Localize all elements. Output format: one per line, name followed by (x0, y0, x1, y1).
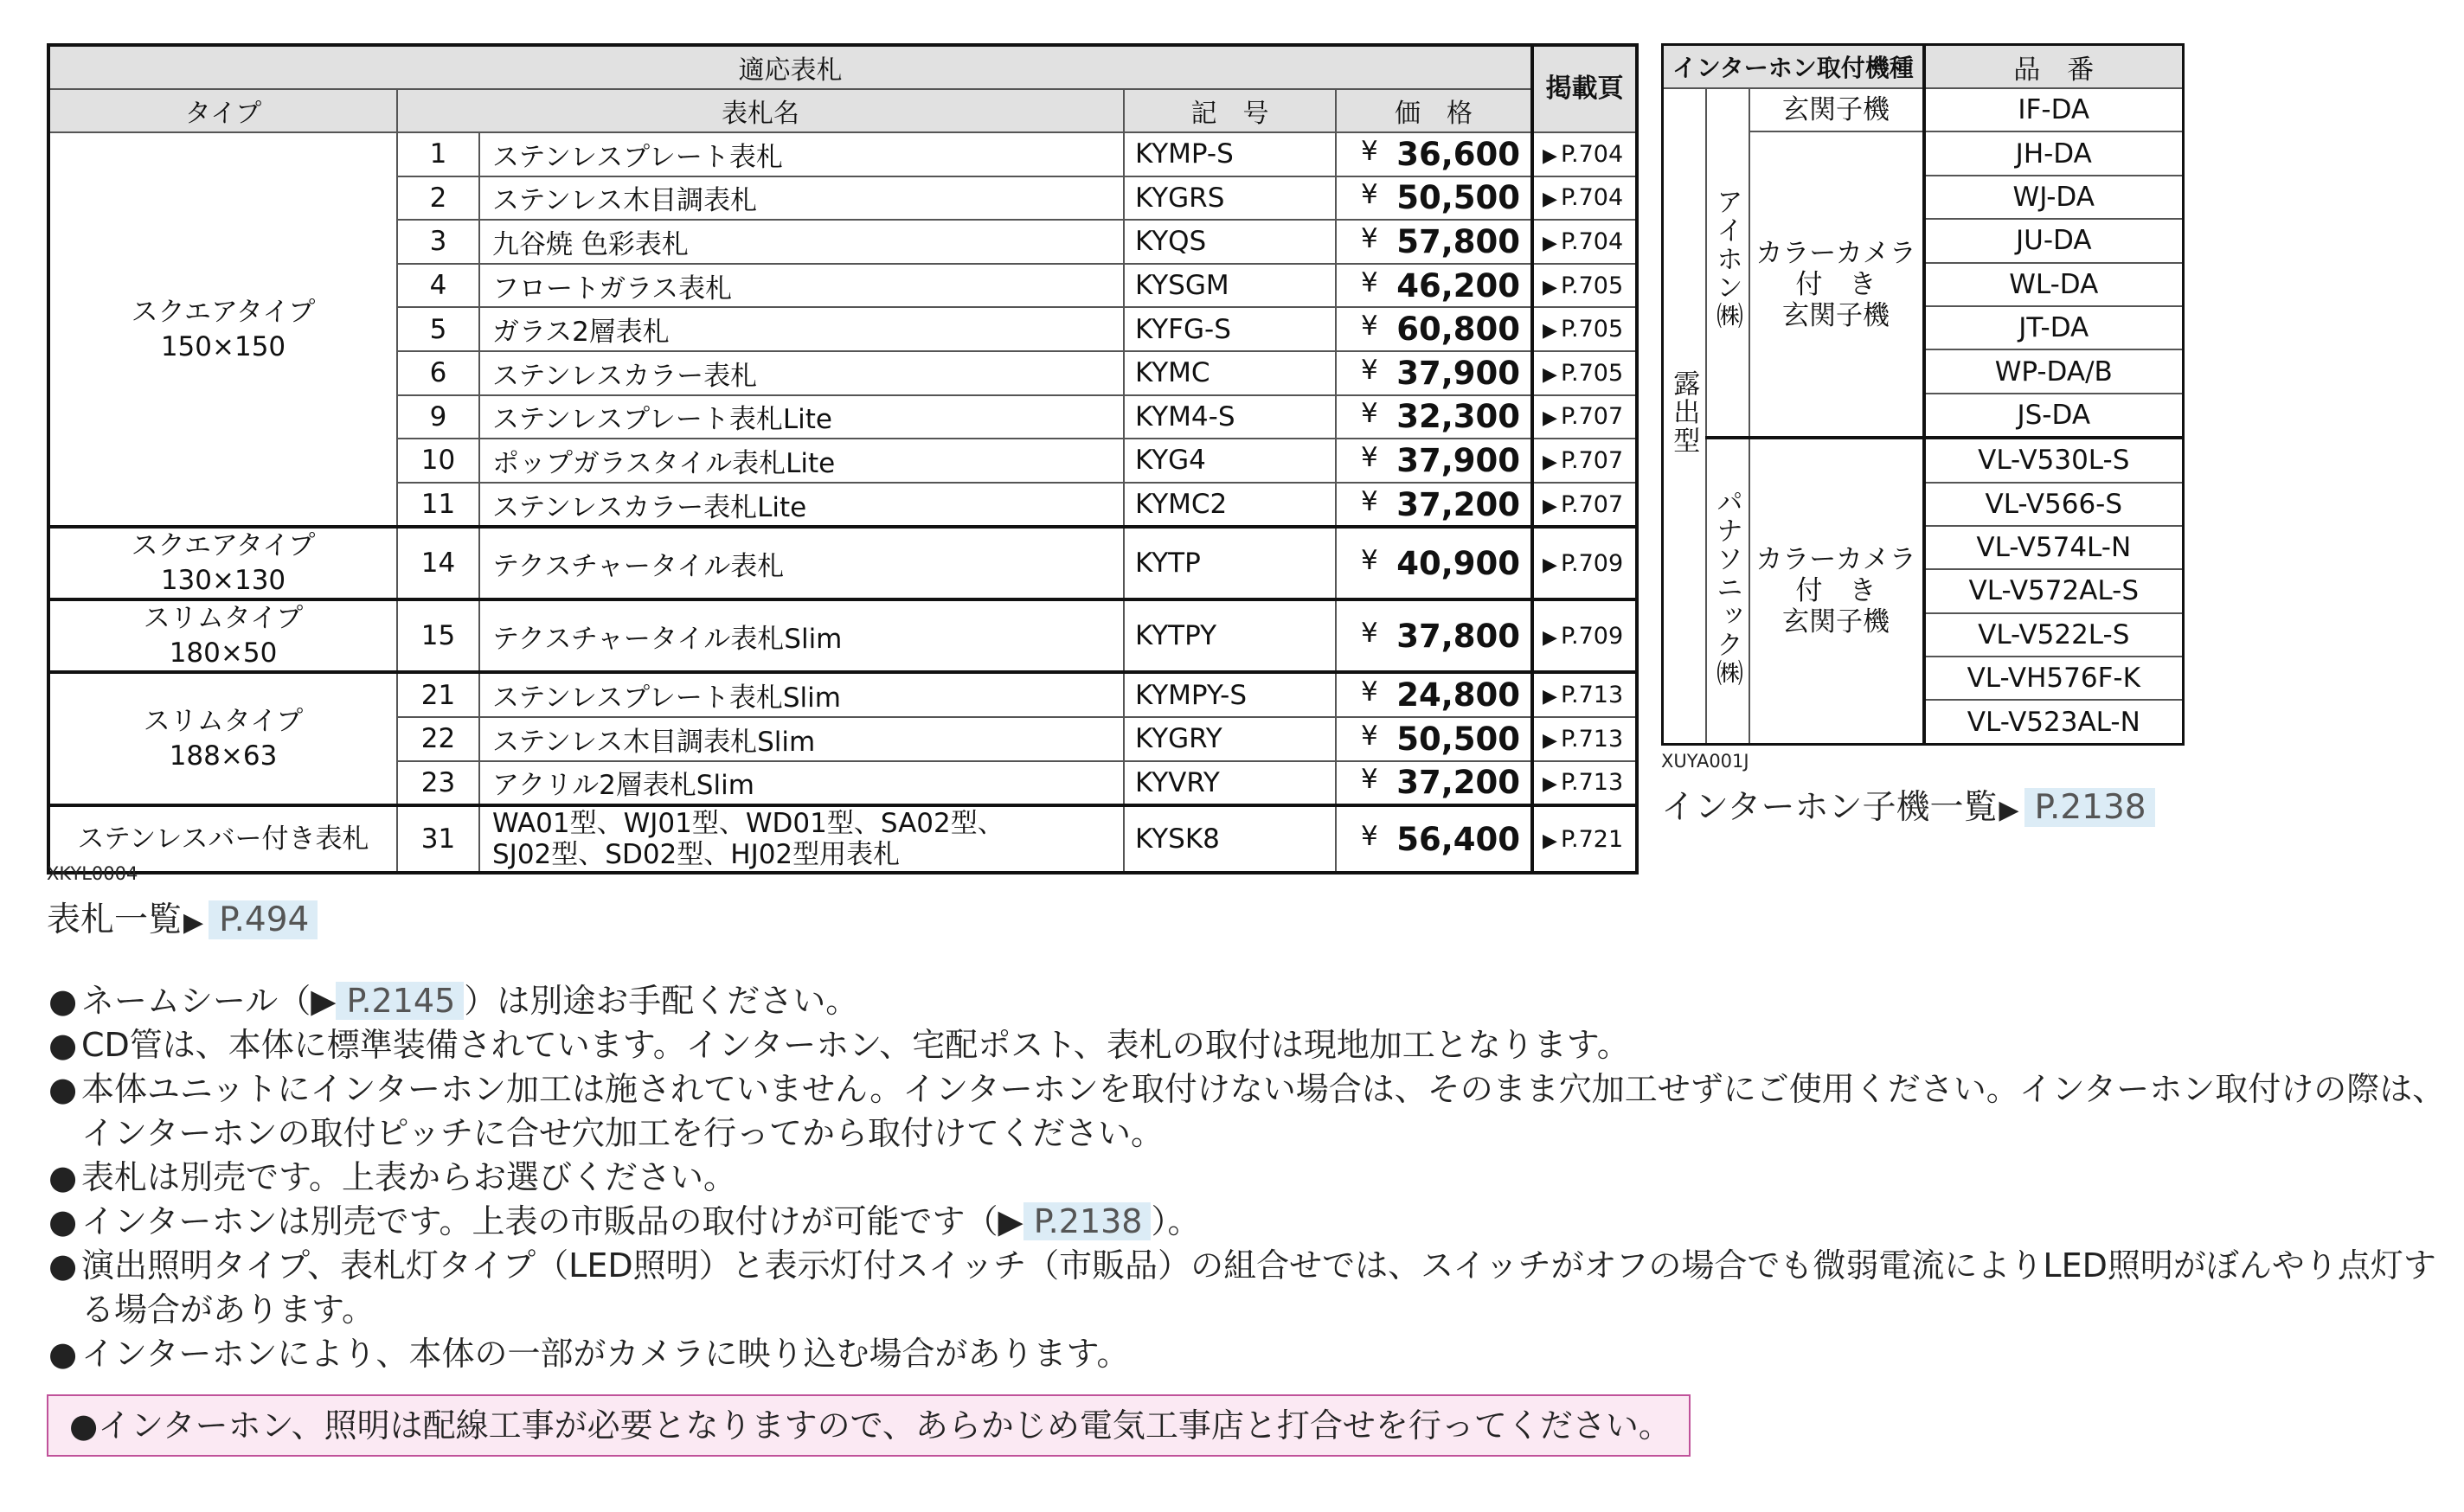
price-value: 32,300 (1396, 398, 1521, 436)
row-number: 11 (397, 483, 479, 528)
type-size: 180×50 (169, 637, 278, 670)
price-value: 50,500 (1396, 179, 1521, 217)
bullet: ● (48, 1070, 78, 1108)
product-code: VL-VH576F-K (1924, 657, 2184, 700)
row-code: KYQS (1124, 220, 1336, 264)
maker-name: パナソニック㈱ (1711, 487, 1742, 688)
product-code: JT-DA (1924, 306, 2184, 349)
arrow-right-icon: ▶ (1543, 773, 1557, 796)
row-price (1336, 176, 1532, 221)
page-link[interactable] (1532, 672, 1637, 717)
type-cell (48, 672, 397, 805)
price-value: 37,900 (1396, 441, 1521, 479)
note-text: 表札は別売です。上表からお選びください。 (81, 1158, 736, 1196)
type-camera-l1: カラーカメラ (1755, 237, 1916, 269)
type-size: 188×63 (169, 740, 278, 772)
bullet: ● (48, 1246, 78, 1285)
row-number: 3 (397, 220, 479, 264)
row-name: ステンレス木目調表札 (479, 176, 1124, 221)
page-link[interactable] (1532, 483, 1637, 528)
arrow-right-icon: ▶ (1543, 830, 1557, 852)
yen-sign: ¥ (1361, 441, 1378, 473)
yen-sign: ¥ (1361, 485, 1378, 517)
page-number: P.721 (1560, 825, 1624, 853)
row-price (1336, 672, 1532, 717)
type-size: 130×130 (160, 565, 286, 597)
page-link[interactable] (1532, 717, 1637, 761)
maker-name: アイホン㈱ (1711, 188, 1742, 331)
row-code: KYGRS (1124, 176, 1336, 221)
page-number: P.707 (1560, 403, 1624, 431)
note-text: ネームシール（ (81, 982, 311, 1020)
note-item (48, 1244, 2454, 1332)
row-number: 21 (397, 672, 479, 717)
price-value: 50,500 (1396, 720, 1521, 758)
bullet: ● (48, 1026, 78, 1064)
arrow-right-icon: ▶ (1543, 554, 1557, 576)
note-item (48, 1156, 2454, 1200)
type-cell (48, 132, 397, 527)
yen-sign: ¥ (1361, 398, 1378, 430)
row-name: テクスチャータイル表札 (479, 527, 1124, 599)
row-code: KYMP-S (1124, 132, 1336, 176)
row-name: アクリル2層表札Slim (479, 761, 1124, 806)
page-number: P.705 (1560, 359, 1624, 387)
row-name-line2: SJ02型、SD02型、HJ02型用表札 (492, 839, 901, 871)
type-camera (1749, 438, 1924, 744)
type-label: スリムタイプ (143, 603, 304, 635)
yen-sign: ¥ (1361, 179, 1378, 211)
header-product: 品 番 (1924, 45, 2184, 89)
row-code: KYGRY (1124, 717, 1336, 761)
row-number: 6 (397, 351, 479, 395)
page-number: P.713 (1560, 725, 1624, 753)
bullet: ● (48, 1202, 78, 1240)
row-price (1336, 132, 1532, 176)
arrow-right-icon: ▶ (311, 982, 337, 1020)
note-item (48, 1023, 2454, 1067)
arrow-right-icon: ▶ (183, 907, 204, 938)
yen-sign: ¥ (1361, 354, 1378, 386)
row-code: KYMC2 (1124, 483, 1336, 528)
row-number: 31 (397, 805, 479, 873)
row-code: KYTPY (1124, 599, 1336, 672)
row-name: ステンレスカラー表札 (479, 351, 1124, 395)
page-link[interactable] (1532, 761, 1637, 806)
maker-cell (1706, 88, 1749, 438)
row-price (1336, 527, 1532, 599)
row-number: 9 (397, 395, 479, 439)
row-code: KYFG-S (1124, 307, 1336, 351)
note-item (48, 979, 2454, 1023)
table-row (48, 132, 1637, 176)
table-row (1663, 438, 2184, 482)
header-model: インターホン取付機種 (1663, 45, 1924, 89)
header-price: 価 格 (1336, 89, 1532, 132)
row-price (1336, 439, 1532, 483)
type-label: スリムタイプ (143, 706, 304, 738)
page-number: P.704 (1560, 227, 1624, 255)
header-page: 掲載頁 (1532, 45, 1637, 132)
maker-cell (1706, 438, 1749, 744)
arrow-right-icon: ▶ (1543, 144, 1557, 167)
row-price (1336, 483, 1532, 528)
note-text: ）は別途お手配ください。 (464, 982, 859, 1020)
row-price (1336, 761, 1532, 806)
note-text: CD管は、本体に標準装備されています。インターホン、宅配ポスト、表札の取付は現地加工となります。 (81, 1026, 1630, 1064)
page-number: P.709 (1560, 549, 1624, 577)
arrow-right-icon: ▶ (998, 1202, 1023, 1240)
type-label: スクエアタイプ (131, 530, 316, 562)
row-name: フロートガラス表札 (479, 264, 1124, 308)
row-code: KYMPY-S (1124, 672, 1336, 717)
row-code: KYVRY (1124, 761, 1336, 806)
page-number: P.704 (1560, 184, 1624, 212)
row-name: ステンレスプレート表札Slim (479, 672, 1124, 717)
page-link[interactable] (1532, 176, 1637, 221)
row-code: KYSGM (1124, 264, 1336, 308)
type-camera-l3: 玄関子機 (1782, 606, 1890, 638)
row-name: ステンレスカラー表札Lite (479, 483, 1124, 528)
header-type: タイプ (48, 89, 397, 132)
row-name: ガラス2層表札 (479, 307, 1124, 351)
note-text: インターホンは別売です。上表の市販品の取付けが可能です（ (81, 1202, 998, 1240)
page-number: P.709 (1560, 622, 1624, 650)
arrow-right-icon: ▶ (1543, 189, 1557, 211)
row-price (1336, 599, 1532, 672)
page-number: P.707 (1560, 446, 1624, 474)
arrow-right-icon: ▶ (1543, 363, 1557, 386)
page-link[interactable] (1532, 395, 1637, 439)
type-size: 150×150 (160, 330, 286, 362)
price-value: 24,800 (1396, 676, 1521, 714)
yen-sign: ¥ (1361, 764, 1378, 796)
row-code: KYMC (1124, 351, 1336, 395)
type-camera-l1: カラーカメラ (1755, 544, 1916, 576)
mount-type-cell (1663, 88, 1706, 744)
yen-sign: ¥ (1361, 266, 1378, 298)
note-item (48, 1332, 2454, 1376)
type-camera (1749, 131, 1924, 438)
arrow-right-icon: ▶ (1999, 795, 2019, 825)
product-code: IF-DA (1924, 88, 2184, 131)
page-number: P.713 (1560, 769, 1624, 797)
intercom-table-code: XUYA001J (1661, 751, 1749, 772)
price-value: 40,900 (1396, 544, 1521, 582)
product-code: JS-DA (1924, 394, 2184, 438)
arrow-right-icon: ▶ (1543, 729, 1557, 752)
page-number: P.713 (1560, 682, 1624, 709)
type-label: スクエアタイプ (131, 296, 316, 328)
price-value: 57,800 (1396, 222, 1521, 260)
arrow-right-icon: ▶ (1543, 232, 1557, 254)
price-value: 60,800 (1396, 311, 1521, 349)
price-value: 46,200 (1396, 266, 1521, 304)
price-value: 37,200 (1396, 764, 1521, 802)
arrow-right-icon: ▶ (1543, 451, 1557, 473)
table-row (48, 527, 1637, 599)
yen-sign: ¥ (1361, 222, 1378, 254)
note-text: ）。 (1151, 1202, 1201, 1240)
ref-page[interactable]: P.2138 (2024, 788, 2155, 827)
product-code: WL-DA (1924, 263, 2184, 306)
header-name: 表札名 (397, 89, 1124, 132)
row-number: 5 (397, 307, 479, 351)
note-page-link[interactable]: P.2145 (336, 982, 464, 1020)
row-code: KYM4-S (1124, 395, 1336, 439)
row-name: ステンレス木目調表札Slim (479, 717, 1124, 761)
row-name: テクスチャータイル表札Slim (479, 599, 1124, 672)
arrow-right-icon: ▶ (1543, 686, 1557, 708)
product-code: WJ-DA (1924, 176, 2184, 219)
row-price (1336, 805, 1532, 873)
yen-sign: ¥ (1361, 720, 1378, 752)
row-name (479, 805, 1124, 873)
notes-list (48, 979, 2454, 1376)
row-number: 15 (397, 599, 479, 672)
nameplate-list-ref[interactable] (47, 893, 318, 941)
row-name: ポップガラスタイル表札Lite (479, 439, 1124, 483)
row-number: 2 (397, 176, 479, 221)
arrow-right-icon: ▶ (1543, 407, 1557, 430)
ref-page[interactable]: P.494 (209, 900, 318, 939)
yen-sign: ¥ (1361, 544, 1378, 576)
bullet: ● (48, 982, 78, 1020)
page-link[interactable] (1532, 527, 1637, 599)
page-link[interactable] (1532, 307, 1637, 351)
product-code: VL-V572AL-S (1924, 569, 2184, 612)
wiring-notice: ●インターホン、照明は配線工事が必要となりますので、あらかじめ電気工事店と打合せを行ってください。 (47, 1394, 1691, 1457)
row-number: 4 (397, 264, 479, 308)
header-code: 記 号 (1124, 89, 1336, 132)
yen-sign: ¥ (1361, 311, 1378, 343)
intercom-list-ref[interactable] (1661, 780, 2155, 829)
page-number: P.705 (1560, 316, 1624, 343)
row-number: 22 (397, 717, 479, 761)
type-cell (48, 599, 397, 672)
row-number: 10 (397, 439, 479, 483)
row-number: 1 (397, 132, 479, 176)
note-text: インターホンにより、本体の一部がカメラに映り込む場合があります。 (81, 1335, 1130, 1373)
product-code: VL-V574L-N (1924, 526, 2184, 569)
page-link[interactable] (1532, 599, 1637, 672)
header-group: 適応表札 (48, 45, 1532, 89)
row-price (1336, 717, 1532, 761)
page-link[interactable] (1532, 132, 1637, 176)
arrow-right-icon: ▶ (1543, 320, 1557, 343)
product-code: VL-V530L-S (1924, 438, 2184, 482)
ref-label: インターホン子機一覧 (1661, 788, 1998, 827)
row-number: 23 (397, 761, 479, 806)
row-price (1336, 220, 1532, 264)
table-code: XKYL0004 (47, 863, 138, 884)
page-link[interactable] (1532, 220, 1637, 264)
row-code: KYSK8 (1124, 805, 1336, 873)
bullet: ● (48, 1158, 78, 1196)
arrow-right-icon: ▶ (1543, 495, 1557, 517)
yen-sign: ¥ (1361, 676, 1378, 708)
row-number: 14 (397, 527, 479, 599)
type-entrance: 玄関子機 (1749, 88, 1924, 131)
type-camera-l2: 付 き (1795, 575, 1877, 607)
page-link[interactable] (1532, 805, 1637, 873)
product-code: JH-DA (1924, 131, 2184, 175)
type-label: ステンレスバー付き表札 (77, 823, 369, 855)
arrow-right-icon: ▶ (1543, 626, 1557, 649)
row-code: KYTP (1124, 527, 1336, 599)
product-code: VL-V522L-S (1924, 613, 2184, 657)
page-link[interactable] (1532, 264, 1637, 308)
table-row (48, 805, 1637, 873)
product-code: VL-V523AL-N (1924, 700, 2184, 744)
note-page-link[interactable]: P.2138 (1023, 1202, 1152, 1240)
yen-sign: ¥ (1361, 820, 1378, 852)
page-link[interactable] (1532, 439, 1637, 483)
page-number: P.705 (1560, 272, 1624, 299)
nameplate-table (47, 43, 1639, 875)
row-price (1336, 351, 1532, 395)
product-code: JU-DA (1924, 219, 2184, 262)
row-code: KYG4 (1124, 439, 1336, 483)
row-price (1336, 264, 1532, 308)
price-value: 37,900 (1396, 354, 1521, 392)
note-text: 本体ユニットにインターホン加工は施されていません。インターホンを取付けない場合は、そのまま穴加工せずにご使用ください。インターホン取付けの際は、インターホンの取付ピッチに合せ穴加工を行ってから取付けてください。 (81, 1070, 2446, 1152)
page-number: P.707 (1560, 490, 1624, 518)
row-name: 九谷焼 色彩表札 (479, 220, 1124, 264)
type-cell (48, 527, 397, 599)
product-code: WP-DA/B (1924, 349, 2184, 393)
note-item (48, 1200, 2454, 1244)
yen-sign: ¥ (1361, 135, 1378, 167)
row-name: ステンレスプレート表札 (479, 132, 1124, 176)
mount-type: 露出型 (1668, 369, 1700, 456)
arrow-right-icon: ▶ (1543, 276, 1557, 298)
row-name-line1: WA01型、WJ01型、WD01型、SA02型、 (492, 808, 1004, 840)
intercom-table (1661, 43, 2185, 746)
type-camera-l2: 付 き (1795, 268, 1877, 300)
note-text: 演出照明タイプ、表札灯タイプ（LED照明）と表示灯付スイッチ（市販品）の組合せでは、スイッチがオフの場合でも微弱電流によりLED照明がぼんやり点灯する場合があります。 (81, 1246, 2436, 1329)
note-item (48, 1067, 2454, 1156)
row-name: ステンレスプレート表札Lite (479, 395, 1124, 439)
type-camera-l3: 玄関子機 (1782, 299, 1890, 331)
table-row (48, 599, 1637, 672)
table-row (1663, 88, 2184, 131)
price-value: 37,800 (1396, 617, 1521, 655)
price-value: 36,600 (1396, 135, 1521, 173)
price-value: 56,400 (1396, 820, 1521, 858)
table-row (48, 672, 1637, 717)
row-price (1336, 307, 1532, 351)
row-price (1336, 395, 1532, 439)
product-code: VL-V566-S (1924, 483, 2184, 526)
page-link[interactable] (1532, 351, 1637, 395)
yen-sign: ¥ (1361, 617, 1378, 649)
page-number: P.704 (1560, 140, 1624, 168)
bullet: ● (48, 1335, 78, 1373)
price-value: 37,200 (1396, 485, 1521, 523)
ref-label: 表札一覧 (47, 900, 183, 939)
